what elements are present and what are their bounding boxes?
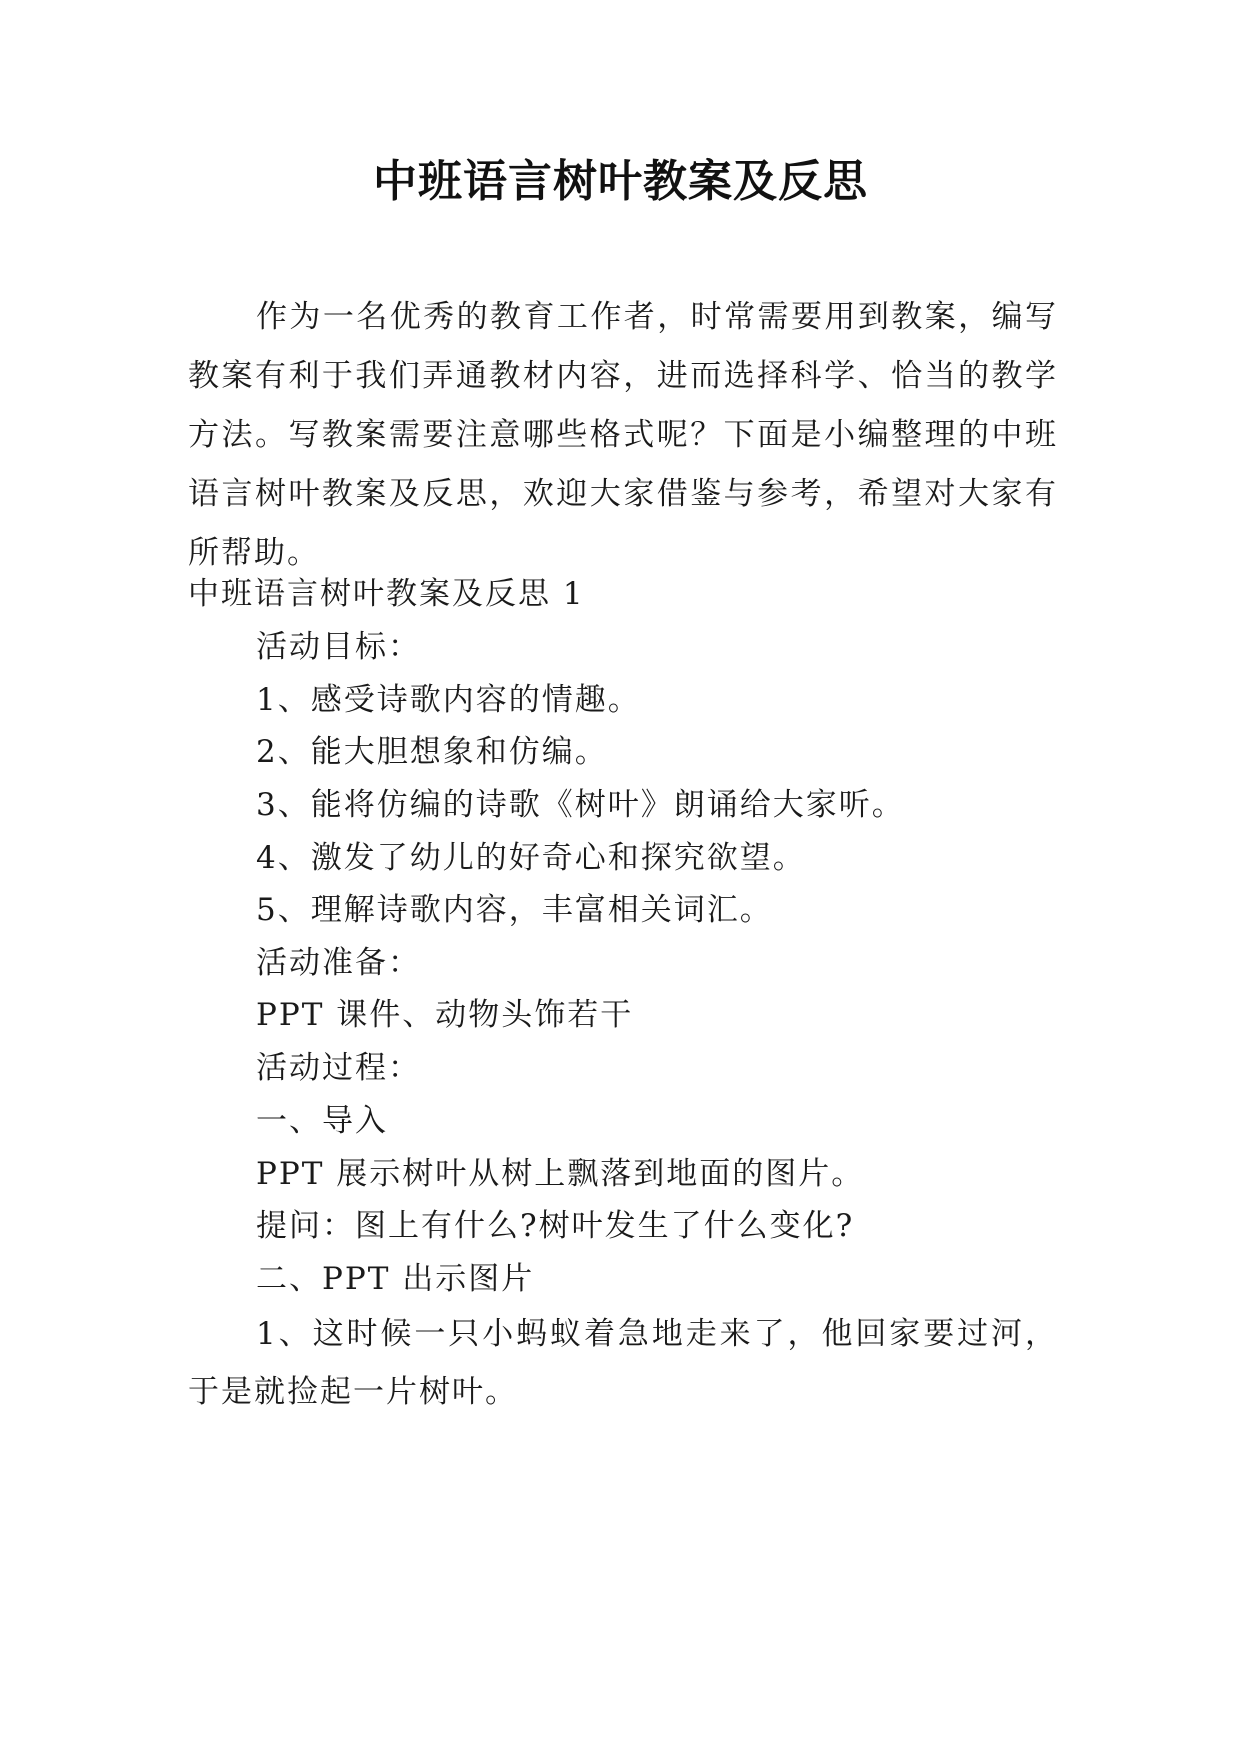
step-two-paragraph: 1、这时候一只小蚂蚁着急地走来了，他回家要过河，于是就捡起一片树叶。	[188, 1316, 1058, 1410]
section-heading: 中班语言树叶教案及反思 1	[188, 576, 585, 612]
goal-item-5: 5、理解诗歌内容，丰富相关词汇。	[256, 892, 773, 928]
preparation-text: PPT 课件、动物头饰若干	[256, 997, 634, 1033]
step-two-heading: 二、PPT 出示图片	[256, 1261, 535, 1297]
step-one-heading: 一、导入	[256, 1103, 388, 1139]
preparation-heading: 活动准备：	[256, 945, 421, 981]
step-one-text: PPT 展示树叶从树上飘落到地面的图片。	[256, 1156, 865, 1192]
activity-goal-heading: 活动目标：	[256, 629, 421, 665]
goal-item-1: 1、感受诗歌内容的情趣。	[256, 682, 641, 718]
goal-item-3: 3、能将仿编的诗歌《树叶》朗诵给大家听。	[256, 787, 905, 823]
intro-paragraph: 作为一名优秀的教育工作者，时常需要用到教案，编写教案有利于我们弄通教材内容，进而选择科学、恰当的教学方法。写教案需要注意哪些格式呢？下面是小编整理的中班语言树叶教案及反思，欢迎大家借鉴与参考，希望对大家有所帮助。	[188, 299, 1058, 571]
process-heading: 活动过程：	[256, 1050, 421, 1086]
step-one-question: 提问：图上有什么?树叶发生了什么变化?	[256, 1208, 855, 1244]
goal-item-2: 2、能大胆想象和仿编。	[256, 734, 608, 770]
page-title: 中班语言树叶教案及反思	[373, 156, 868, 207]
goal-item-4: 4、激发了幼儿的好奇心和探究欲望。	[256, 840, 806, 876]
